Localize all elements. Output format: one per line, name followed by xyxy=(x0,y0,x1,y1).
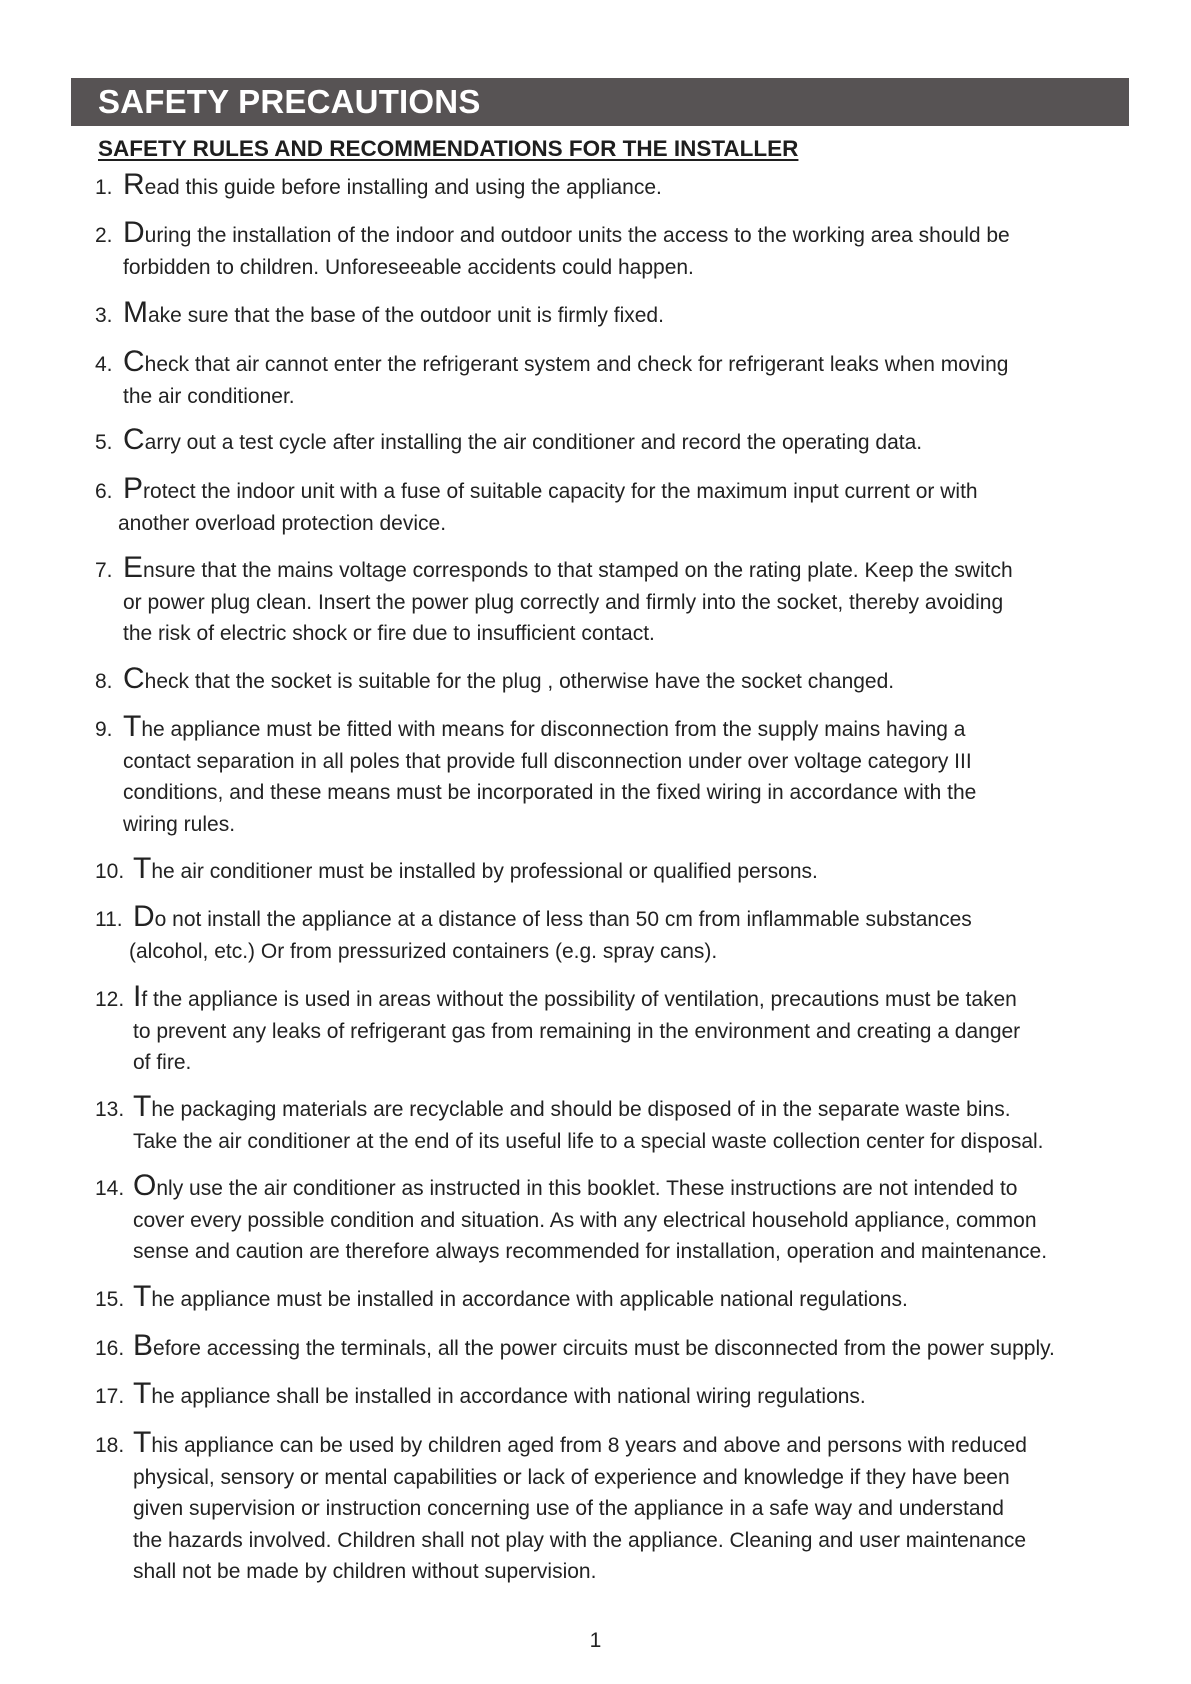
list-item xyxy=(95,982,1175,1079)
item-initial: P xyxy=(123,472,144,505)
item-text: ead this guide before installing and using the appliance. xyxy=(144,176,662,199)
item-text: forbidden to children. Unforeseeable accidents could happen. xyxy=(123,255,694,279)
item-number: 18. xyxy=(95,1434,125,1457)
item-text: to prevent any leaks of refrigerant gas from remaining in the environment and creating a danger xyxy=(133,1019,1021,1043)
list-item xyxy=(95,1331,1175,1365)
item-number: 9. xyxy=(95,718,113,741)
item-text: given supervision or instruction concerning use of the appliance in a safe way and understand xyxy=(133,1497,1004,1520)
item-initial: M xyxy=(123,296,148,329)
list-item xyxy=(95,664,1175,698)
list-item xyxy=(95,1282,1175,1316)
item-text: heck that air cannot enter the refrigerant system and check for refrigerant leaks when moving xyxy=(144,353,1009,376)
item-initial: D xyxy=(133,900,155,933)
item-number: 12. xyxy=(95,988,125,1011)
list-item xyxy=(95,854,1175,888)
item-initial: C xyxy=(123,662,145,695)
item-text: f the appliance is used in areas without the possibility of ventilation, precautions must be taken xyxy=(141,988,1017,1011)
list-item xyxy=(95,1092,1175,1157)
list-item xyxy=(95,170,1175,204)
item-text: o not install the appliance at a distance of less than 50 cm from inflammable substances xyxy=(154,908,972,931)
item-text: he packaging materials are recyclable and should be disposed of in the separate waste bins. xyxy=(151,1098,1011,1121)
item-text: cover every possible condition and situation. As with any electrical household appliance, common xyxy=(133,1208,1037,1232)
item-initial: C xyxy=(123,345,145,378)
list-item xyxy=(95,347,1175,412)
item-text: uring the installation of the indoor and outdoor units the access to the working area should be xyxy=(144,224,1010,247)
item-text: shall not be made by children without supervision. xyxy=(133,1560,597,1583)
list-item xyxy=(95,712,1175,840)
item-number: 16. xyxy=(95,1337,125,1360)
item-text: nsure that the mains voltage corresponds to that stamped on the rating plate. Keep the switch xyxy=(143,559,1013,582)
item-initial: T xyxy=(133,1377,152,1410)
item-number: 5. xyxy=(95,431,113,454)
item-text: conditions, and these means must be incorporated in the fixed wiring in accordance with the xyxy=(123,781,977,804)
item-text: efore accessing the terminals, all the power circuits must be disconnected from the power supply. xyxy=(153,1337,1055,1360)
item-initial: T xyxy=(123,710,142,743)
item-text: his appliance can be used by children aged from 8 years and above and persons with reduced xyxy=(151,1434,1027,1457)
item-initial: T xyxy=(133,1090,152,1123)
item-number: 13. xyxy=(95,1098,125,1121)
item-text: wiring rules. xyxy=(123,812,236,836)
item-initial: E xyxy=(123,551,144,584)
page-number: 1 xyxy=(589,1629,602,1652)
item-initial: R xyxy=(123,168,145,201)
item-number: 7. xyxy=(95,559,113,582)
item-number: 17. xyxy=(95,1385,125,1408)
list-item xyxy=(95,1171,1175,1268)
list-item xyxy=(95,425,1175,459)
item-initial: B xyxy=(133,1329,154,1362)
item-initial: I xyxy=(133,980,142,1013)
section-title: SAFETY RULES AND RECOMMENDATIONS FOR THE INSTALLER xyxy=(98,136,799,161)
item-number: 8. xyxy=(95,670,113,693)
item-initial: C xyxy=(123,423,145,456)
item-number: 3. xyxy=(95,304,113,327)
item-text: the risk of electric shock or fire due to insufficient contact. xyxy=(123,622,655,645)
item-text: Take the air conditioner at the end of its useful life to a special waste collection center for disposal. xyxy=(133,1129,1044,1153)
item-text: heck that the socket is suitable for the plug , otherwise have the socket changed. xyxy=(144,670,895,693)
list-item xyxy=(95,298,1175,332)
item-text: contact separation in all poles that provide full disconnection under over voltage category III xyxy=(123,749,972,773)
item-text: the air conditioner. xyxy=(123,384,295,408)
item-number: 14. xyxy=(95,1177,125,1200)
item-number: 10. xyxy=(95,860,125,883)
item-text: the hazards involved. Children shall not play with the appliance. Cleaning and user maintenance xyxy=(133,1528,1027,1552)
item-number: 4. xyxy=(95,353,113,376)
item-text: ake sure that the base of the outdoor unit is firmly fixed. xyxy=(148,304,664,327)
list-item xyxy=(95,1379,1175,1413)
item-text: he appliance must be installed in accordance with applicable national regulations. xyxy=(151,1288,908,1311)
item-text: he appliance shall be installed in accordance with national wiring regulations. xyxy=(151,1385,866,1408)
item-text: he air conditioner must be installed by professional or qualified persons. xyxy=(151,860,818,883)
item-number: 11. xyxy=(95,908,123,931)
item-number: 2. xyxy=(95,224,113,247)
item-text: sense and caution are therefore always recommended for installation, operation and maintenance. xyxy=(133,1240,1048,1263)
item-initial: O xyxy=(133,1169,157,1202)
list-item xyxy=(95,1428,1175,1588)
header-bar xyxy=(71,78,1129,126)
list-item xyxy=(95,218,1175,283)
item-initial: T xyxy=(133,1426,152,1459)
item-initial: T xyxy=(133,852,152,885)
item-text: (alcohol, etc.) Or from pressurized containers (e.g. spray cans). xyxy=(129,939,718,963)
item-text: rotect the indoor unit with a fuse of suitable capacity for the maximum input current or with xyxy=(143,480,978,503)
item-number: 6. xyxy=(95,480,113,503)
item-text: another overload protection device. xyxy=(118,511,447,535)
list-item xyxy=(95,553,1175,650)
item-text: physical, sensory or mental capabilities or lack of experience and knowledge if they have been xyxy=(133,1465,1010,1489)
list-item xyxy=(95,902,1175,967)
item-initial: D xyxy=(123,216,145,249)
item-number: 1. xyxy=(95,176,113,199)
item-text: of fire. xyxy=(133,1051,192,1074)
item-initial: T xyxy=(133,1280,152,1313)
item-text: nly use the air conditioner as instructed in this booklet. These instructions are not intended to xyxy=(156,1177,1018,1200)
page-title: SAFETY PRECAUTIONS xyxy=(98,83,481,120)
list-item xyxy=(95,474,1175,539)
item-text: he appliance must be fitted with means for disconnection from the supply mains having a xyxy=(141,718,966,741)
item-text: or power plug clean. Insert the power plug correctly and firmly into the socket, thereby avoiding xyxy=(123,590,1004,614)
item-text: arry out a test cycle after installing the air conditioner and record the operating data. xyxy=(144,431,923,454)
item-number: 15. xyxy=(95,1288,125,1311)
